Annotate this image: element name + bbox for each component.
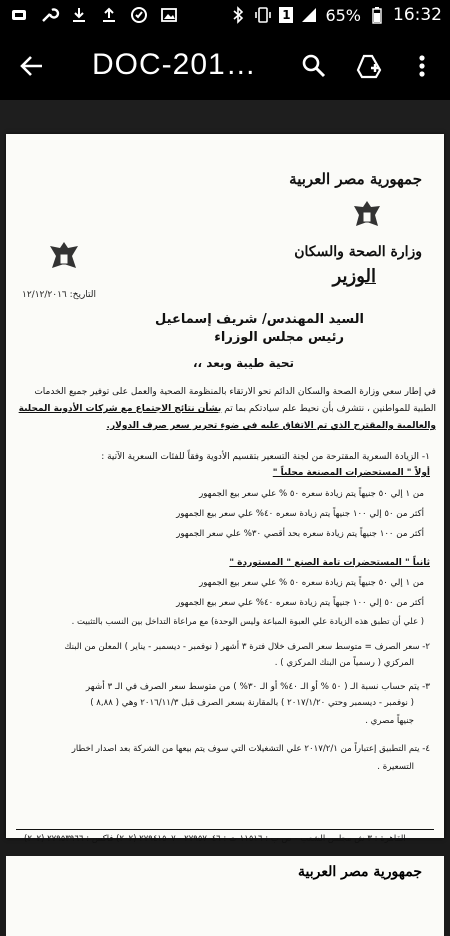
image-icon [160,6,178,24]
list-item: من ١ إلي ٥٠ جنيهاً يتم زيادة سعره ٥٠ % علي سعر بيع الجمهور [199,489,424,499]
document-date: التاريخ: ١٢/١٢/٢٠١٦ [22,290,97,300]
list-item: من ١ إلي ٥٠ جنيهاً يتم زيادة سعره ٥٠ % علي سعر بيع الجمهور [199,578,424,588]
app-bar [0,32,450,100]
more-vert-icon[interactable] [408,52,436,80]
header-minister: الوزير [332,266,376,287]
list-item: أكثر من ٥٠ إلي ١٠٠ جنيهاً يتم زيادة سعره ٤٠% علي سعر بيع الجمهور [176,598,424,608]
vibrate-icon [254,6,272,24]
sim-badge-label: 1 [282,8,291,22]
document-viewer[interactable] [0,100,450,880]
status-bar [0,0,450,32]
list-item: ( علي أن تطبق هذه الزيادة علي العبوة المباعة وليس الوحدة) مع مراعاة التداخل بين النسب بالتثبيت . [71,616,424,626]
search-icon[interactable] [300,52,328,80]
battery-percent: 65% [325,5,361,25]
ministry-emblem-icon [350,198,384,242]
item-4-line-2: التسعيرة . [377,762,414,772]
footer-address: القاهرة : ٣ ش مجلس الشعب - ص ب : ١١٥١٦ ت : ٢٧٩٥٧٠٤٦ - ٢٧٩٤١٥٠٧ (٢٠٢) فاكس : ٢٧٩٥٣٩٦٦ (٢٠٢) [24,834,406,844]
item-3-line-1: ٣- يتم حساب نسبة الـ ( ٥٠ % أو الـ ٤٠% أو الـ ٣٠% ) من متوسط سعر الصرف في الـ ٣ أشهر [85,682,430,692]
section-2-title: ثانياً " المستحضرات تامة الصنع " المستوردة " [229,558,430,568]
list-item: أكثر من ٥٠ إلي ١٠٠ جنيهاً يتم زيادة سعره ٤٠% علي سعر بيع الجمهور [176,509,424,519]
upload-icon [100,6,118,24]
notification-icon [10,6,28,24]
item-3-line-3: جنيهاً مصري . [365,716,414,726]
battery-icon [368,6,386,24]
header-country: جمهورية مصر العربية [289,170,422,188]
next-page-preview [6,856,444,936]
section-1-title: أولاً " المستحضرات المصنعة محلياً " [272,468,430,478]
add-to-drive-icon[interactable] [355,52,383,80]
footer-divider [16,829,434,830]
cloud-sync-icon [130,6,148,24]
page-2-header: جمهورية مصر العربية [298,864,422,880]
bluetooth-icon [229,6,247,24]
list-item: أكثر من ١٠٠ جنيهاً يتم زيادة سعره بحد أقصي ٣٠% علي سعر الجمهور [176,529,424,539]
document-page [6,134,444,844]
addressee-role: رئيس مجلس الوزراء [214,330,344,345]
item-2-line-2: المركزي ( رسمياً من البنك المركزي ) . [274,658,414,668]
clock: 16:32 [393,5,442,25]
item-3-line-2: ( نوفمبر - ديسمبر وحتي ٢٠١٧/١/٢٠ ) بالمقارنة بسعر الصرف قبل ٢٠١٦/١١/٣ وهي ( ٨,٨٨ ) [90,698,414,708]
item-2-line-1: ٢- سعر الصرف = متوسط سعر الصرف خلال فترة ٣ أشهر ( نوفمبر - ديسمبر - يناير ) المعلن من البنك [64,642,430,652]
item-4-line-1: ٤- يتم التطبيق إعتباراً من ٢٠١٧/٢/١ علي التشغيلات التي سوف يتم بيعها من الشركة بعد اصدار اخطار [71,744,430,754]
sim-badge [279,7,293,23]
intro-paragraph [16,384,436,435]
intro-text: في إطار سعي وزارة الصحة والسكان الدائم نحو الارتقاء بالمنظومة الصحية والعمل على توفير جميع الخدمات الطبية للمواطنين ، نتشرف بأن نحيط علم سيادتكم بما تم [34,387,436,414]
intro-underlined: بشأن نتائج الاجتماع مع شركات الأدوية المحلية والعالمية والمقترح الذي تم الاتفاق عليه في ضوء تحرير سعر صرف الدولار. [18,404,436,431]
document-title: DOC-201… [92,48,257,81]
back-arrow-icon[interactable] [18,52,46,80]
addressee-title: السيد المهندس/ شريف إسماعيل [155,312,364,327]
wrench-icon [40,6,58,24]
eagle-emblem-icon [46,238,82,278]
item-1: ١- الزيادة السعرية المقترحة من لجنة التسعير بتقسيم الأدوية وفقاً للفئات السعرية الآتية : [101,452,430,462]
greeting: تحية طيبة وبعد ،، [192,356,294,370]
signal-icon [300,6,318,24]
download-icon [70,6,88,24]
header-ministry: وزارة الصحة والسكان [294,244,422,260]
